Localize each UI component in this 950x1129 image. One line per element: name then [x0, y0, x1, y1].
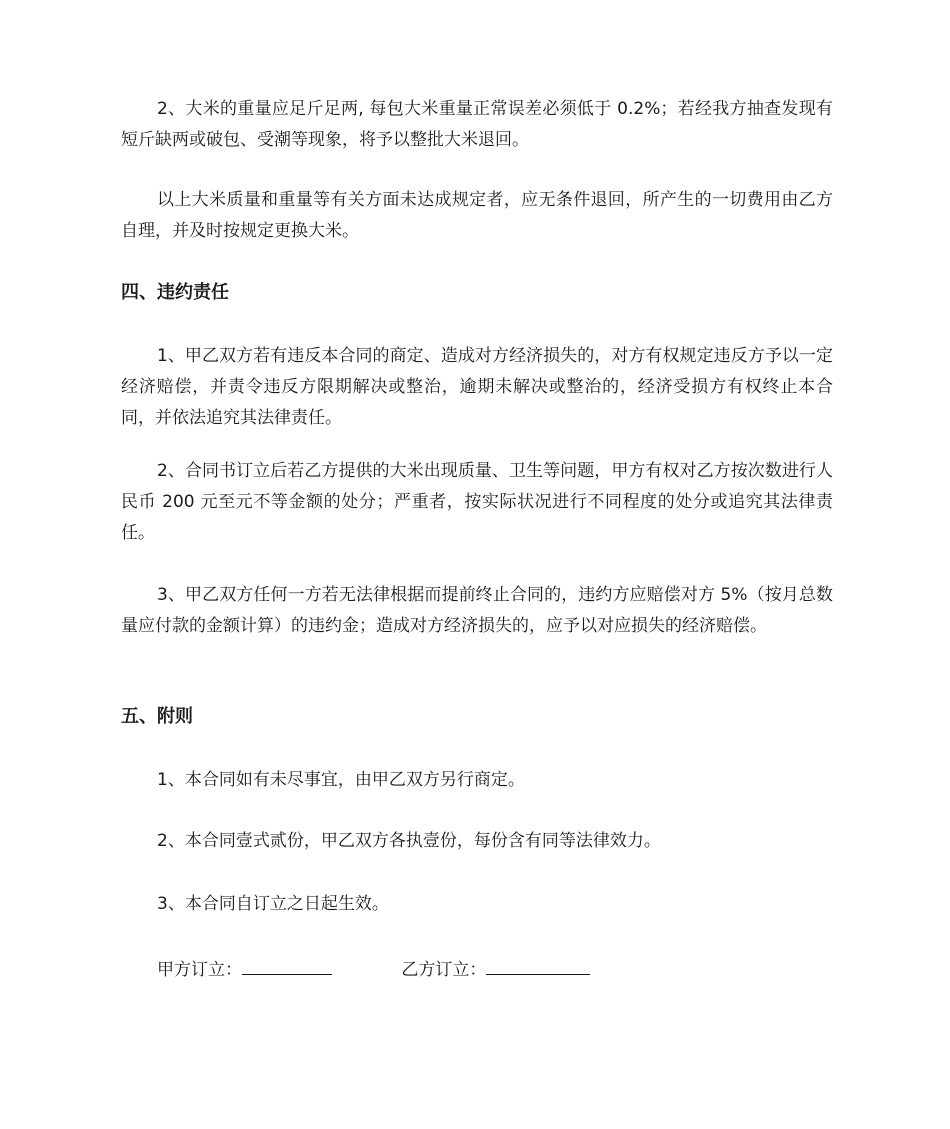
section-4-item-1: 1、甲乙双方若有违反本合同的商定、造成对方经济损失的，对方有权规定违反方予以一定经济赔偿，并责令违反方限期解决或整治，逾期未解决或整治的，经济受损方有权终止本合同，并依法追究其法律责任。	[121, 346, 833, 428]
section-5-item-2: 2、本合同壹式贰份，甲乙双方各执壹份，每份含有同等法律效力。	[157, 831, 661, 851]
return-condition-paragraph: 以上大米质量和重量等有关方面未达成规定者，应无条件退回，所产生的一切费用由乙方自理，并及时按规定更换大米。	[121, 190, 833, 241]
section-5-item-1: 1、本合同如有未尽事宜，由甲乙双方另行商定。	[157, 770, 525, 790]
signature-row	[157, 954, 590, 986]
section-5-heading: 五、附则	[121, 706, 193, 727]
party-b-label: 乙方订立：	[401, 960, 487, 980]
party-a-signature-line[interactable]	[242, 954, 332, 975]
section-4-item-3: 3、甲乙双方任何一方若无法律根据而提前终止合同的，违约方应赔偿对方 5%（按月总数量应付款的金额计算）的违约金；造成对方经济损失的，应予以对应损失的经济赔偿。	[121, 585, 833, 636]
section-4-heading: 四、违约责任	[121, 282, 229, 303]
party-b-signature-line[interactable]	[486, 954, 590, 975]
party-b-signature	[401, 954, 590, 986]
section-4-item-2: 2、合同书订立后若乙方提供的大米出现质量、卫生等问题，甲方有权对乙方按次数进行人民币 200 元至元不等金额的处分；严重者，按实际状况进行不同程度的处分或追究其法律责任。	[121, 461, 833, 543]
party-a-signature	[157, 954, 332, 986]
weight-requirement-paragraph: 2、大米的重量应足斤足两, 每包大米重量正常误差必须低于 0.2%；若经我方抽查发现有短斤缺两或破包、受潮等现象，将予以整批大米退回。	[121, 99, 833, 150]
party-a-label: 甲方订立：	[157, 960, 242, 980]
section-5-item-3: 3、本合同自订立之日起生效。	[157, 894, 389, 914]
